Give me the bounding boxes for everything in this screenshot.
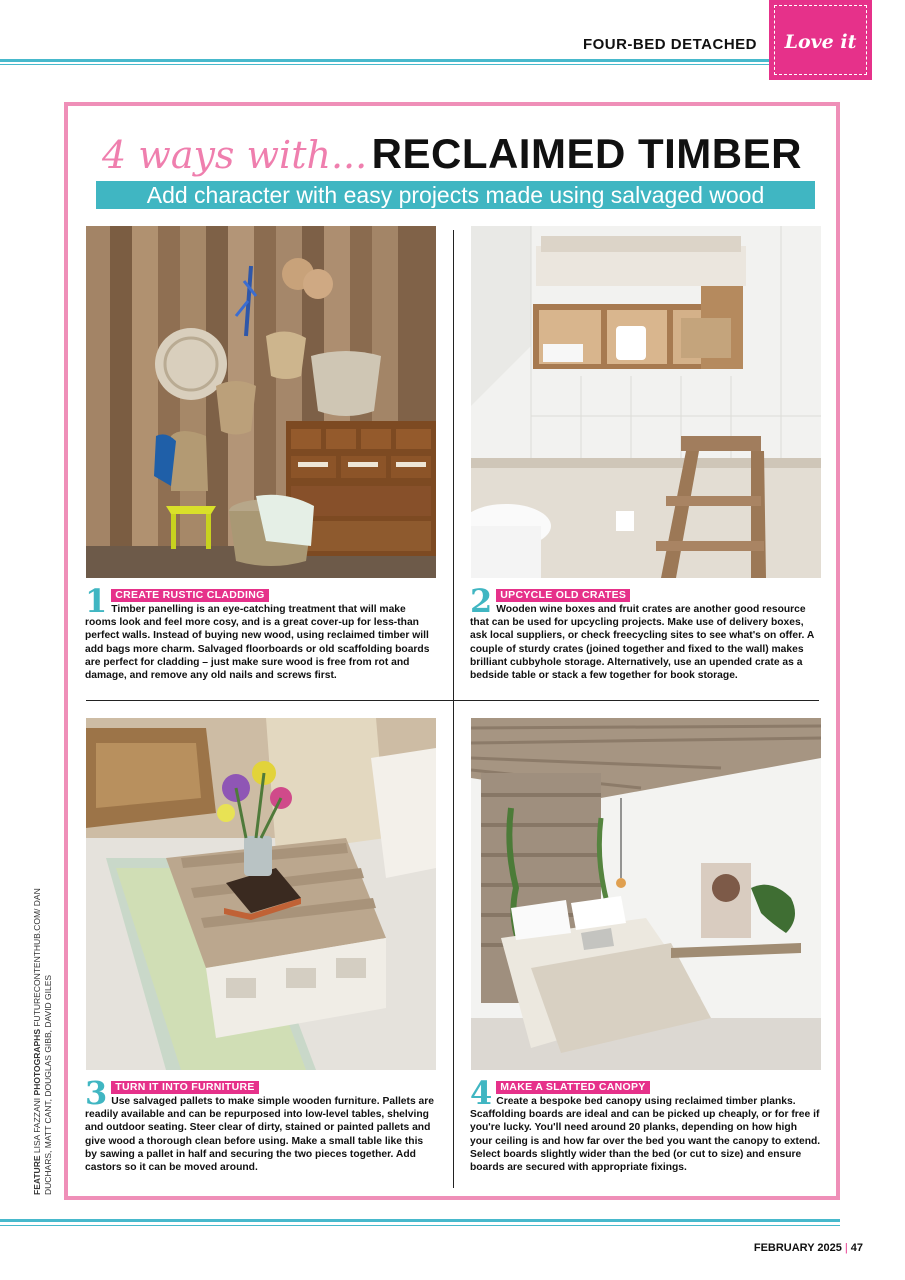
tip-4 xyxy=(470,1074,822,1174)
tip-2 xyxy=(470,582,822,682)
photo-credits xyxy=(32,885,54,1195)
credit-feature-label: FEATURE xyxy=(32,1155,42,1195)
tip-3-heading: TURN IT INTO FURNITURE xyxy=(111,1081,258,1094)
header-rule xyxy=(0,59,770,62)
credit-feature-name: LISA FAZZANI xyxy=(32,1097,42,1154)
tip-2-number: 2 xyxy=(470,582,493,620)
photo-slatted-canopy xyxy=(471,718,821,1070)
credit-photos-label: PHOTOGRAPHS xyxy=(32,1029,42,1096)
tip-1 xyxy=(85,582,437,682)
subtitle-banner: Add character with easy projects made using salvaged wood xyxy=(96,181,815,209)
row-divider xyxy=(86,700,819,701)
section-label: FOUR-BED DETACHED xyxy=(582,36,757,53)
photo-rustic-cladding xyxy=(86,226,436,578)
page-footer xyxy=(754,1242,863,1254)
photo-pallet-table-image xyxy=(86,718,436,1070)
footer-rule xyxy=(0,1219,840,1222)
tip-4-heading: MAKE A SLATTED CANOPY xyxy=(496,1081,649,1094)
tip-4-number: 4 xyxy=(470,1074,493,1112)
photo-pallet-table xyxy=(86,718,436,1070)
photo-rustic-cladding-image xyxy=(86,226,436,578)
header-rule-thin xyxy=(0,64,770,65)
love-it-tag xyxy=(769,0,872,80)
tip-1-heading: CREATE RUSTIC CLADDING xyxy=(111,589,268,602)
page-number: 47 xyxy=(850,1242,863,1254)
tip-2-text: Wooden wine boxes and fruit crates are another good resource that can be used for upcycling projects. Make use of delivery boxes, ask local suppliers, or check freecycling sites to see what's on offer. A couple of sturdy crates (joined together and fixed to the wall) makes brilliant cubbyhole storage. Alternatively, use an upended crate as a bedside table or stack a few together for book storage. xyxy=(470,604,814,682)
photo-upcycled-crates-image xyxy=(471,226,821,578)
tip-3-number: 3 xyxy=(85,1074,108,1112)
page-title xyxy=(68,130,836,178)
footer-separator: | xyxy=(844,1242,848,1254)
title-script: 4 ways with... xyxy=(102,133,368,177)
tip-1-text: Timber panelling is an eye-catching treatment that will make rooms look and feel more cosy, and is a great cover-up for less-than perfect walls. Instead of buying new wood, using reclaimed timber will add bags more charm. Salvaged floorboards or old scaffolding boards are perfect for cladding – just make sure wood is free from rot and damage, and remove any old nails and screws first. xyxy=(85,604,430,682)
footer-rule-thin xyxy=(0,1225,840,1226)
photo-upcycled-crates xyxy=(471,226,821,578)
tip-4-text: Create a bespoke bed canopy using reclaimed timber planks. Scaffolding boards are ideal and can be picked up cheaply, or for free if you're lucky. You'll need around 20 planks, depending on how high your ceiling is and how far over the bed you want the canopy to extend. Select boards slightly wider than the bed (or cut to size) and ensure boards are secured with appropriate fixings. xyxy=(470,1096,821,1174)
tip-1-number: 1 xyxy=(85,582,108,620)
tip-3 xyxy=(85,1074,437,1174)
tip-3-text: Use salvaged pallets to make simple wooden furniture. Pallets are readily available and can be repurposed into low-level tables, shelving and outdoor seating. Steer clear of dirty, stained or painted pallets and give wood a thorough clean before using. Make a small table like this by sawing a pallet in half and securing the two pieces together. Add castors so it can be moved around. xyxy=(85,1096,435,1174)
tag-label: Love it xyxy=(784,31,857,53)
issue-date: FEBRUARY 2025 xyxy=(753,1242,842,1254)
feature-frame xyxy=(64,102,840,1200)
tip-2-heading: UPCYCLE OLD CRATES xyxy=(496,589,630,602)
title-main: RECLAIMED TIMBER xyxy=(371,130,802,177)
photo-slatted-canopy-image xyxy=(471,718,821,1070)
column-divider xyxy=(453,230,454,1188)
credit-photos-names: FUTURECONTENTHUB.COM/ DAN DUCHARS, MATT CANT, DOUGLAS GIBB, DAVID GILES xyxy=(32,888,53,1195)
